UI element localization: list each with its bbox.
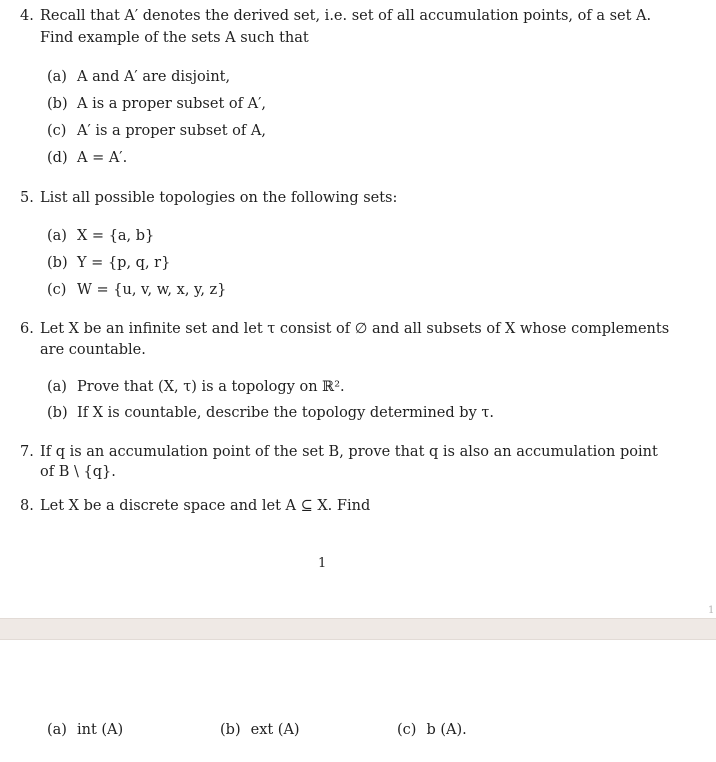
sub-item [47, 722, 123, 738]
page-separator [0, 618, 716, 640]
sub-item [47, 254, 170, 272]
problem-text-line: List all possible topologies on the following sets: [40, 190, 398, 206]
sub-item-text: If X is countable, describe the topology determined by τ. [77, 405, 494, 421]
sub-item-label: (a) [47, 379, 67, 395]
sub-item [47, 281, 226, 299]
sub-item [47, 227, 154, 245]
page-number: 1 [318, 556, 327, 571]
problem-text-line: of B \ {q}. [40, 464, 116, 480]
sub-item-label: (d) [47, 150, 68, 166]
sub-item-text: A′ is a proper subset of A, [77, 123, 266, 139]
problem-number: 7. [20, 444, 34, 460]
sub-item-label: (b) [47, 255, 68, 271]
sub-item [47, 149, 127, 167]
problem-text-line: Find example of the sets A such that [40, 30, 309, 46]
sub-item-label: (b) [47, 405, 68, 421]
sub-item [47, 378, 345, 396]
document-page-2 [0, 640, 716, 762]
problem-number: 8. [20, 498, 34, 514]
sub-item [47, 95, 266, 113]
edge-page-mark: 1 [708, 605, 715, 616]
problem-text-line: Recall that A′ denotes the derived set, i.e. set of all accumulation points, of a set A. [40, 8, 652, 24]
sub-item-label: (c) [47, 282, 67, 298]
sub-item [47, 404, 494, 422]
sub-item [47, 68, 230, 86]
sub-item-text: A is a proper subset of A′, [77, 96, 266, 112]
sub-item-text: b (A). [426, 722, 467, 738]
sub-item-text: ext (A) [250, 722, 300, 738]
problem-text-line: Let X be a discrete space and let A ⊆ X. Find [40, 498, 371, 514]
problem-number: 4. [20, 8, 34, 24]
sub-item-label: (a) [47, 228, 67, 244]
sub-item-text: Prove that (X, τ) is a topology on ℝ². [77, 379, 345, 395]
problem-number: 6. [20, 321, 34, 337]
problem-text-line: are countable. [40, 342, 146, 358]
sub-item [220, 722, 300, 738]
sub-item-label: (a) [47, 722, 67, 738]
problem-text-line: If q is an accumulation point of the set B, prove that q is also an accumulation point [40, 444, 658, 460]
sub-item-label: (b) [47, 96, 68, 112]
sub-item-text: W = {u, v, w, x, y, z} [77, 282, 227, 298]
sub-item [397, 722, 467, 738]
sub-item-text: int (A) [76, 722, 124, 738]
sub-item-text: A = A′. [77, 150, 128, 166]
sub-item-text: X = {a, b} [77, 228, 155, 244]
problem-text-line: Let X be an infinite set and let τ consist of ∅ and all subsets of X whose complements [40, 321, 670, 337]
sub-item-label: (c) [397, 722, 417, 738]
sub-item-label: (c) [47, 123, 67, 139]
problem-number: 5. [20, 190, 34, 206]
sub-item-label: (a) [47, 69, 67, 85]
sub-item-text: Y = {p, q, r} [77, 255, 171, 271]
sub-item [47, 122, 266, 140]
sub-item-text: A and A′ are disjoint, [77, 69, 231, 85]
sub-item-label: (b) [220, 722, 241, 738]
